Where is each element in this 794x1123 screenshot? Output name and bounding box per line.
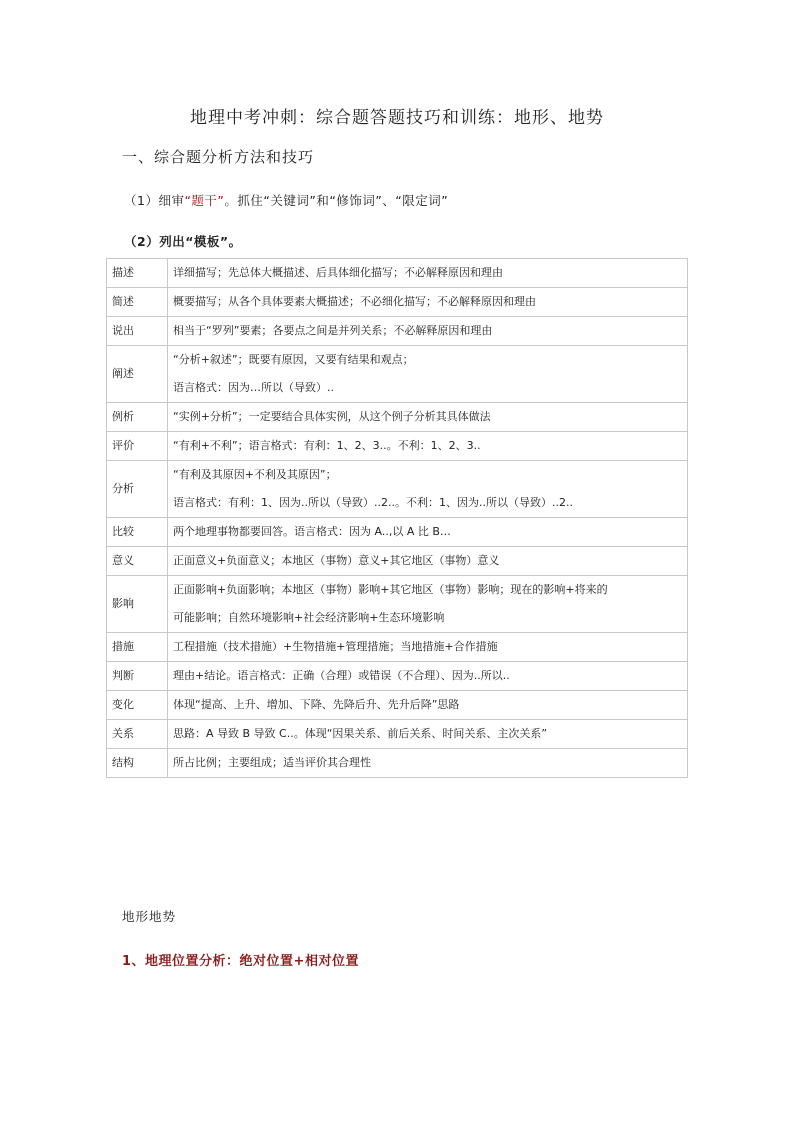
description-cell — [168, 749, 688, 778]
term-cell: 例析 — [107, 403, 168, 432]
term-cell: 判断 — [107, 662, 168, 691]
description-line: 体现“提高、上升、增加、下降、先降后升、先升后降”思路 — [173, 698, 460, 711]
term-cell: 评价 — [107, 432, 168, 461]
description-cell — [168, 432, 688, 461]
table-row — [107, 518, 688, 547]
subheading: 1、地理位置分析：绝对位置+相对位置 — [122, 954, 359, 969]
term-cell: 说出 — [107, 317, 168, 346]
description-cell — [168, 288, 688, 317]
table-row — [107, 317, 688, 346]
table-row — [107, 662, 688, 691]
term-cell: 变化 — [107, 691, 168, 720]
table-row — [107, 461, 688, 518]
description-line: 概要描写；从各个具体要素大概描述；不必细化描写；不必解释原因和理由 — [173, 295, 536, 308]
description-line: 相当于“罗列”要素；各要点之间是并列关系；不必解释原因和理由 — [173, 324, 493, 337]
description-line: 所占比例；主要组成；适当评价其合理性 — [173, 756, 371, 769]
table-row — [107, 749, 688, 778]
table-row — [107, 432, 688, 461]
description-line: 正面意义+负面意义；本地区（事物）意义+其它地区（事物）意义 — [173, 554, 500, 567]
step-1-text — [124, 191, 448, 209]
step-1-prefix: （1）细审 — [124, 193, 185, 208]
table-row — [107, 288, 688, 317]
description-cell — [168, 576, 688, 633]
description-line: 两个地理事物都要回答。语言格式：因为 A..,以 A 比 B… — [173, 525, 451, 538]
term-cell: 简述 — [107, 288, 168, 317]
table-row — [107, 259, 688, 288]
description-cell — [168, 403, 688, 432]
table-row — [107, 547, 688, 576]
term-cell: 关系 — [107, 720, 168, 749]
term-cell: 意义 — [107, 547, 168, 576]
description-line: 可能影响；自然环境影响+社会经济影响+生态环境影响 — [173, 611, 445, 624]
description-cell — [168, 720, 688, 749]
description-line: 语言格式：有利：1、因为..所以（导致）..2..。不利：1、因为..所以（导致）..2.. — [173, 496, 573, 509]
term-cell: 描述 — [107, 259, 168, 288]
section-heading: 一、综合题分析方法和技巧 — [122, 148, 315, 166]
description-line: 理由+结论。语言格式：正确（合理）或错误（不合理）、因为..所以.. — [173, 669, 510, 682]
description-line: 正面影响+负面影响；本地区（事物）影响+其它地区（事物）影响；现在的影响+将来的 — [173, 583, 608, 596]
term-cell: 阐述 — [107, 346, 168, 403]
description-cell — [168, 547, 688, 576]
description-line: “实例+分析”；一定要结合具体实例，从这个例子分析其具体做法 — [173, 410, 491, 423]
page-title: 地理中考冲刺：综合题答题技巧和训练：地形、地势 — [190, 108, 604, 128]
description-line: 工程措施（技术措施）+生物措施+管理措施；当地措施+合作措施 — [173, 640, 498, 653]
table-row — [107, 633, 688, 662]
description-line: 思路：A 导致 B 导致 C..。体现“因果关系、前后关系、时间关系、主次关系” — [173, 727, 548, 740]
step-1-suffix: 。抓住“关键词”和“修饰词”、“限定词” — [224, 193, 449, 208]
description-line: “有利及其原因+不利及其原因”； — [173, 468, 337, 481]
step-2-text: （2）列出“模板”。 — [124, 234, 242, 249]
description-cell — [168, 633, 688, 662]
description-line: 详细描写；先总体大概描述、后具体细化描写；不必解释原因和理由 — [173, 266, 503, 279]
description-cell — [168, 518, 688, 547]
description-line: “有利+不利”；语言格式：有利：1、2、3..。不利：1、2、3.. — [173, 439, 481, 452]
description-cell — [168, 662, 688, 691]
description-line: 语言格式：因为…所以（导致）.. — [173, 381, 334, 394]
description-line: “分析+叙述”；既要有原因，又要有结果和观点； — [173, 353, 414, 366]
step-1-highlight: “题干” — [184, 193, 225, 208]
topic-label: 地形地势 — [122, 909, 177, 924]
term-cell: 影响 — [107, 576, 168, 633]
answer-template-table — [106, 258, 688, 778]
description-cell — [168, 691, 688, 720]
table-row — [107, 720, 688, 749]
term-cell: 措施 — [107, 633, 168, 662]
term-cell: 结构 — [107, 749, 168, 778]
table-row — [107, 346, 688, 403]
term-cell: 比较 — [107, 518, 168, 547]
table-row — [107, 403, 688, 432]
description-cell — [168, 317, 688, 346]
table-row — [107, 576, 688, 633]
description-cell — [168, 259, 688, 288]
term-cell: 分析 — [107, 461, 168, 518]
table-row — [107, 691, 688, 720]
description-cell — [168, 461, 688, 518]
description-cell — [168, 346, 688, 403]
